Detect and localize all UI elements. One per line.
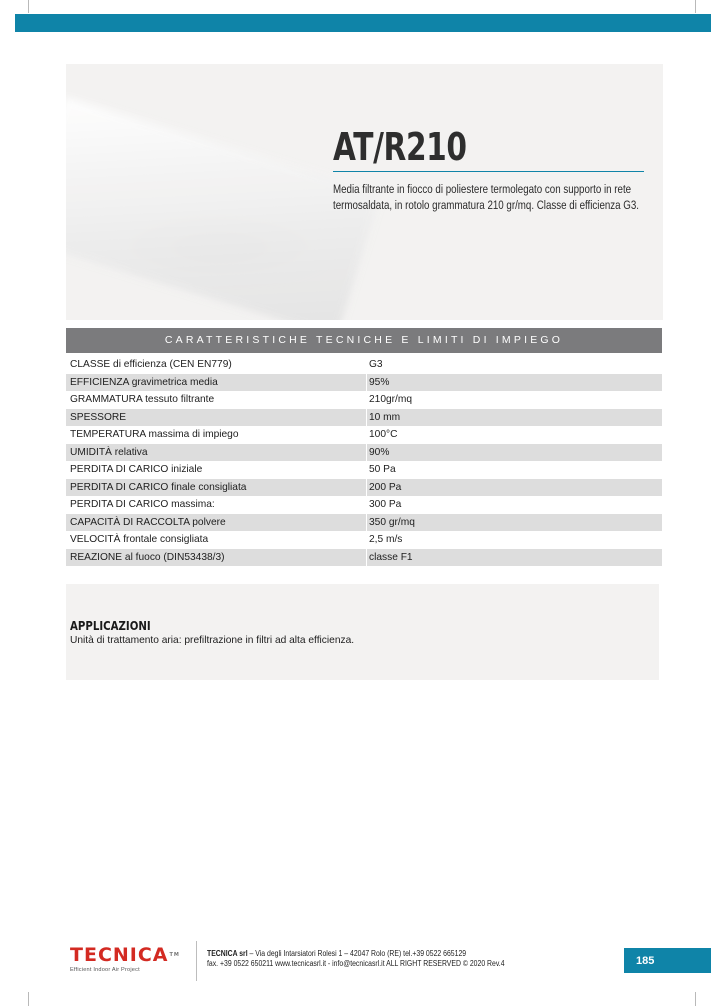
spec-label: REAZIONE al fuoco (DIN53438/3) xyxy=(66,549,366,567)
product-description: Media filtrante in fiocco di poliestere termolegato con supporto in rete termosaldata, in rotolo grammatura 210 gr/mq. Classe di efficienza G3. xyxy=(333,182,640,212)
footer-divider xyxy=(196,941,197,981)
spec-row xyxy=(66,356,662,374)
logo-tagline: Efficient Indoor Air Project xyxy=(70,967,140,973)
spec-row xyxy=(66,409,662,427)
spec-label: PERDITA DI CARICO massima: xyxy=(70,499,215,511)
footer-contact xyxy=(207,949,505,969)
page-number-tab: 185 xyxy=(624,948,711,973)
spec-value: 95% xyxy=(367,374,662,392)
footer-company: TECNICA srl xyxy=(207,949,248,958)
spec-row xyxy=(66,549,662,567)
spec-label: GRAMMATURA tessuto filtrante xyxy=(70,394,215,406)
footer-line-1: TECNICA srl – Via degli Intarsiatori Rolesi 1 – 42047 Rolo (RE) tel.+39 0522 665129 xyxy=(207,949,467,958)
tecnica-logo xyxy=(70,944,180,980)
applications-box xyxy=(66,584,659,680)
crop-mark-top-right xyxy=(695,0,696,13)
title-underline xyxy=(333,171,644,172)
spec-value: 2,5 m/s xyxy=(369,534,403,546)
spec-row xyxy=(66,444,662,462)
spec-value: 100°C xyxy=(369,429,398,441)
top-accent-band xyxy=(15,14,711,32)
logo-wordmark: TECNICA™ xyxy=(70,944,180,966)
spec-row xyxy=(66,531,662,549)
spec-value: G3 xyxy=(369,359,383,371)
specs-header: CARATTERISTICHE TECNICHE E LIMITI DI IMPIEGO xyxy=(66,328,662,353)
spec-label: TEMPERATURA massima di impiego xyxy=(70,429,239,441)
spec-row xyxy=(66,426,662,444)
spec-label: SPESSORE xyxy=(66,409,366,427)
specs-table xyxy=(66,356,662,566)
spec-value: 90% xyxy=(367,444,662,462)
spec-row xyxy=(66,374,662,392)
spec-label: CLASSE di efficienza (CEN EN779) xyxy=(70,359,232,371)
crop-mark-top-left xyxy=(28,0,29,13)
spec-row xyxy=(66,514,662,532)
product-title: AT/R210 xyxy=(333,125,467,169)
applications-text: Unità di trattamento aria: prefiltrazione in filtri ad alta efficienza. xyxy=(70,635,355,646)
crop-mark-bottom-right xyxy=(695,992,696,1006)
spec-value: 300 Pa xyxy=(369,499,402,511)
spec-value: 50 Pa xyxy=(369,464,396,476)
spec-value: 350 gr/mq xyxy=(367,514,662,532)
spec-row xyxy=(66,496,662,514)
spec-value: 210gr/mq xyxy=(369,394,413,406)
applications-title: APPLICAZIONI xyxy=(70,619,151,633)
spec-value: classe F1 xyxy=(367,549,662,567)
spec-label: VELOCITÀ frontale consigliata xyxy=(70,534,209,546)
spec-row xyxy=(66,391,662,409)
spec-label: CAPACITÀ DI RACCOLTA polvere xyxy=(66,514,366,532)
spec-row xyxy=(66,479,662,497)
spec-label: PERDITA DI CARICO finale consigliata xyxy=(66,479,366,497)
spec-row xyxy=(66,461,662,479)
spec-label: UMIDITÀ relativa xyxy=(66,444,366,462)
spec-label: PERDITA DI CARICO iniziale xyxy=(70,464,203,476)
spec-value: 200 Pa xyxy=(367,479,662,497)
spec-value: 10 mm xyxy=(367,409,662,427)
crop-mark-bottom-left xyxy=(28,992,29,1006)
spec-label: EFFICIENZA gravimetrica media xyxy=(66,374,366,392)
footer-line-2: fax. +39 0522 650211 www.tecnicasrl.it - info@tecnicasrl.it ALL RIGHT RESERVED © 2020 Rev.4 xyxy=(207,959,505,968)
